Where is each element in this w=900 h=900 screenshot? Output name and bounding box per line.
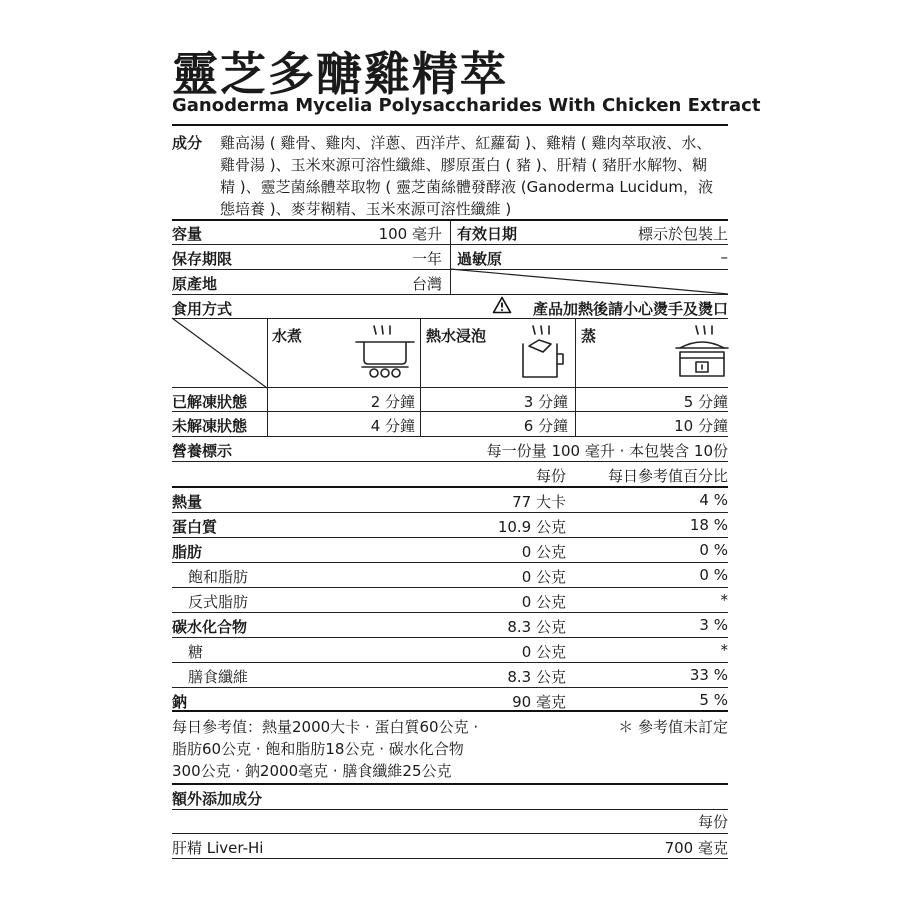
row-divider	[172, 662, 728, 663]
nutrient-name: 糖	[188, 643, 204, 661]
shelf-life-value: 一年	[411, 250, 442, 268]
footnote-line: 每日參考值：熱量2000大卡 · 蛋白質60公克 ·	[172, 718, 479, 736]
nutrient-per-serving: 8.3 公克	[507, 668, 566, 686]
method-boil-label: 水煮	[272, 327, 303, 345]
nutrient-name: 反式脂肪	[188, 593, 249, 611]
per-serving-header: 每份	[535, 467, 566, 485]
serving-size: 每一份量 100 毫升 · 本包裝含 10份	[486, 442, 728, 460]
extra-item-name: 肝精 Liver-Hi	[172, 839, 264, 857]
thawed-soak-time: 3 分鐘	[523, 393, 568, 411]
ingredients-line: 雞骨湯 )、玉米來源可溶性纖維、膠原蛋白 ( 豬 )、肝精 ( 豬肝水解物、糊	[220, 156, 708, 174]
nutrient-daily-value: 0 %	[699, 566, 728, 584]
nutrient-daily-value: 0 %	[699, 541, 728, 559]
extra-ingredients-label: 額外添加成分	[172, 790, 263, 808]
ingredients-line: 精 )、靈芝菌絲體萃取物 ( 靈芝菌絲體發酵液 (Ganoderma Lucidum，液	[220, 178, 714, 196]
nutrient-daily-value: 33 %	[689, 666, 728, 684]
ingredients-label: 成分	[172, 134, 203, 152]
extra-per-serving-header: 每份	[697, 813, 728, 831]
ingredients-line: 態培養 )、麥芽糊精、玉米來源可溶性纖維 )	[220, 200, 512, 218]
product-title: 靈芝多醣雞精萃	[172, 47, 508, 101]
nutrient-per-serving: 90 毫克	[512, 693, 566, 711]
thawed-steam-time: 5 分鐘	[683, 393, 728, 411]
nutrient-name: 脂肪	[172, 543, 203, 561]
frozen-soak-time: 6 分鐘	[523, 417, 568, 435]
nutrient-daily-value: 4 %	[699, 491, 728, 509]
product-title-en: Ganoderma Mycelia Polysaccharides With Chicken Extract	[172, 95, 761, 116]
daily-value-header: 每日參考值百分比	[607, 467, 728, 485]
nutrient-per-serving: 10.9 公克	[497, 518, 566, 536]
row-divider	[172, 637, 728, 638]
header-corner-diagonal	[172, 318, 267, 388]
method-steam-label: 蒸	[581, 327, 597, 345]
boiling-pot-icon	[356, 322, 414, 382]
frozen-row-label: 未解凍狀態	[172, 417, 248, 435]
nutrition-label: 營養標示	[172, 442, 233, 460]
row-divider	[172, 687, 728, 688]
footnote-line: 脂肪60公克 · 飽和脂肪18公克 · 碳水化合物	[172, 740, 464, 758]
nutrient-per-serving: 0 公克	[521, 568, 566, 586]
steamer-icon	[674, 322, 730, 382]
nutrient-daily-value: 5 %	[699, 691, 728, 709]
nutrient-daily-value: *	[720, 641, 728, 659]
method-soak-label: 熱水浸泡	[426, 327, 487, 345]
star-footnote: ＊ 參考值未訂定	[618, 718, 728, 736]
volume-value: 100 毫升	[378, 225, 442, 243]
expiry-value: 標示於包裝上	[637, 225, 728, 243]
nutrient-daily-value: 3 %	[699, 616, 728, 634]
nutrient-name: 鈉	[172, 693, 188, 711]
ingredients-line: 雞高湯 ( 雞骨、雞肉、洋蔥、西洋芹、紅蘿蔔 )、雞精 ( 雞肉萃取液、水、	[220, 134, 712, 152]
frozen-steam-time: 10 分鐘	[674, 417, 728, 435]
origin-label: 原產地	[172, 275, 218, 293]
footnote-line: 300公克 · 鈉2000毫克 · 膳食纖維25公克	[172, 762, 452, 780]
nutrient-per-serving: 77 大卡	[512, 493, 566, 511]
shelf-life-label: 保存期限	[172, 250, 233, 268]
nutrient-name: 飽和脂肪	[188, 568, 249, 586]
row-divider	[172, 587, 728, 588]
nutrient-name: 膳食纖維	[188, 668, 249, 686]
thawed-boil-time: 2 分鐘	[370, 393, 415, 411]
warning-icon	[492, 296, 512, 314]
row-divider	[172, 562, 728, 563]
heat-warning: 產品加熱後請小心燙手及燙口	[532, 300, 728, 318]
row-divider	[172, 612, 728, 613]
volume-label: 容量	[172, 225, 203, 243]
row-divider	[172, 537, 728, 538]
thawed-row-label: 已解凍狀態	[172, 393, 248, 411]
empty-cell-diagonal	[450, 269, 728, 294]
allergen-label: 過敏原	[457, 250, 503, 268]
nutrient-name: 蛋白質	[172, 518, 218, 536]
nutrient-per-serving: 0 公克	[521, 543, 566, 561]
nutrient-per-serving: 0 公克	[521, 643, 566, 661]
row-divider	[172, 512, 728, 513]
nutrient-daily-value: 18 %	[689, 516, 728, 534]
nutrient-per-serving: 0 公克	[521, 593, 566, 611]
origin-value: 台灣	[411, 275, 442, 293]
nutrient-name: 碳水化合物	[172, 618, 248, 636]
expiry-label: 有效日期	[457, 225, 518, 243]
frozen-boil-time: 4 分鐘	[370, 417, 415, 435]
hot-water-soak-icon	[515, 322, 573, 382]
extra-item-value: 700 毫克	[664, 839, 728, 857]
nutrient-daily-value: *	[720, 591, 728, 609]
allergen-value: –	[720, 248, 728, 266]
nutrient-per-serving: 8.3 公克	[507, 618, 566, 636]
usage-label: 食用方式	[172, 300, 233, 318]
nutrient-name: 熱量	[172, 493, 203, 511]
